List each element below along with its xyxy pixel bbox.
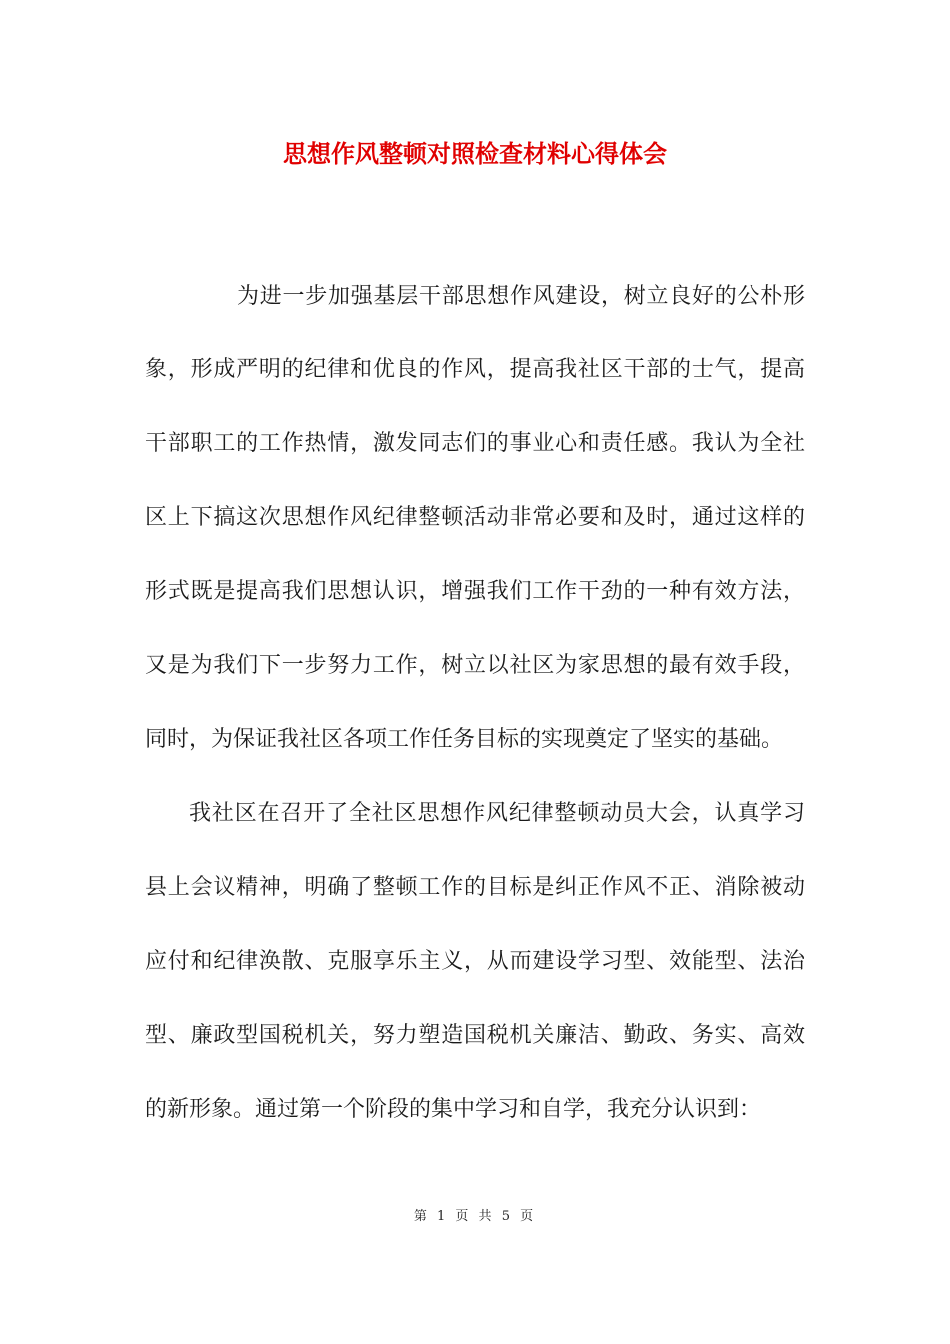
paragraph-2-line-3: 应付和纪律涣散、克服享乐主义，从而建设学习型、效能型、法治 <box>145 949 805 974</box>
paragraph-2-line-2: 县上会议精神，明确了整顿工作的目标是纠正作风不正、消除被动 <box>145 875 805 900</box>
paragraph-2-line-5: 的新形象。通过第一个阶段的集中学习和自学，我充分认识到： <box>145 1097 762 1122</box>
document-title: 思想作风整顿对照检查材料心得体会 <box>283 139 667 168</box>
paragraph-1-line-7: 同时，为保证我社区各项工作任务目标的实现奠定了坚实的基础。 <box>145 727 784 752</box>
paragraph-2-line-1: 我社区在召开了全社区思想作风纪律整顿动员大会，认真学习 <box>189 801 805 826</box>
paragraph-1-line-6: 又是为我们下一步努力工作，树立以社区为家思想的最有效手段， <box>145 653 805 678</box>
paragraph-1-line-2: 象，形成严明的纪律和优良的作风，提高我社区干部的士气，提高 <box>145 357 805 382</box>
paragraph-1-line-5: 形式既是提高我们思想认识，增强我们工作干劲的一种有效方法， <box>145 579 805 604</box>
paragraph-2-line-4: 型、廉政型国税机关，努力塑造国税机关廉洁、勤政、务实、高效 <box>145 1023 805 1048</box>
page-number-footer: 第 1 页 共 5 页 <box>413 1209 537 1224</box>
paragraph-1-line-4: 区上下搞这次思想作风纪律整顿活动非常必要和及时，通过这样的 <box>145 505 805 530</box>
paragraph-1-line-1: 为进一步加强基层干部思想作风建设，树立良好的公朴形 <box>237 284 805 309</box>
paragraph-1-line-3: 干部职工的工作热情，激发同志们的事业心和责任感。我认为全社 <box>145 431 805 456</box>
